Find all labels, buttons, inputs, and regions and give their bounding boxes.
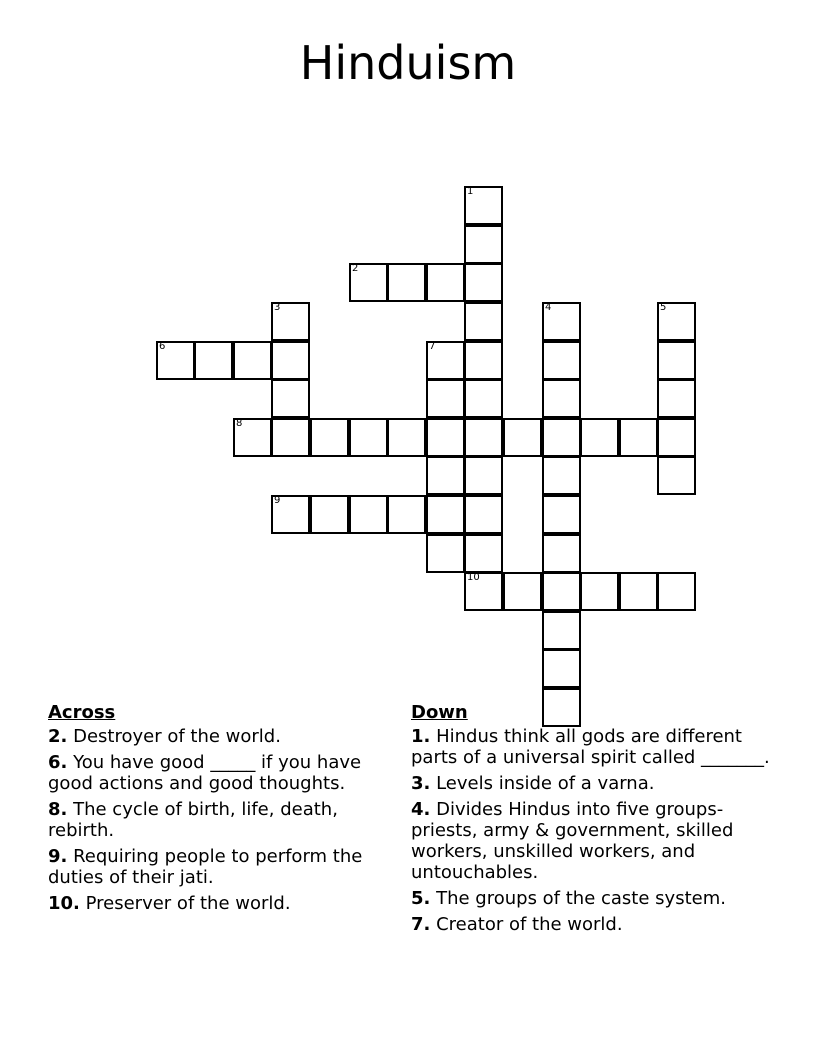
grid-cell[interactable] [387, 418, 426, 457]
grid-cell[interactable] [310, 418, 349, 457]
grid-cell[interactable] [464, 379, 503, 418]
grid-cell[interactable] [387, 495, 426, 534]
clue-number: 1 [467, 186, 474, 197]
grid-cell[interactable] [464, 456, 503, 495]
grid-cell[interactable] [464, 186, 503, 225]
clue-number: 7 [429, 341, 436, 352]
grid-cell[interactable] [233, 418, 272, 457]
clue-number: 9 [274, 495, 281, 506]
clue-number: 2 [352, 263, 359, 274]
clue-across-8: 8. The cycle of birth, life, death, rebirth. [48, 799, 338, 841]
grid-cell[interactable] [464, 572, 503, 611]
down-heading: Down [411, 702, 468, 723]
grid-cell[interactable] [657, 456, 696, 495]
grid-cell[interactable] [349, 418, 388, 457]
grid-cell[interactable] [426, 341, 465, 380]
puzzle-title: Hinduism [299, 36, 517, 90]
grid-cell[interactable] [156, 341, 195, 380]
grid-cell[interactable] [426, 534, 465, 573]
grid-cell[interactable] [542, 534, 581, 573]
grid-cell[interactable] [271, 379, 310, 418]
grid-cell[interactable] [657, 302, 696, 341]
across-heading: Across [48, 702, 116, 723]
grid-cell[interactable] [233, 341, 272, 380]
grid-cell[interactable] [542, 611, 581, 650]
grid-cell[interactable] [657, 341, 696, 380]
clue-number: 8 [236, 418, 243, 429]
grid-cell[interactable] [542, 302, 581, 341]
grid-cell[interactable] [542, 379, 581, 418]
clue-across-2: 2. Destroyer of the world. [48, 726, 281, 747]
grid-cell[interactable] [271, 341, 310, 380]
grid-cell[interactable] [310, 495, 349, 534]
grid-cell[interactable] [580, 418, 619, 457]
clue-across-9: 9. Requiring people to perform the duties of their jati. [48, 846, 363, 888]
grid-cell[interactable] [194, 341, 233, 380]
grid-cell[interactable] [464, 302, 503, 341]
grid-cell[interactable] [426, 418, 465, 457]
clue-down-7: 7. Creator of the world. [411, 914, 623, 935]
grid-cell[interactable] [464, 418, 503, 457]
grid-cell[interactable] [542, 649, 581, 688]
grid-cell[interactable] [464, 495, 503, 534]
grid-cell[interactable] [657, 572, 696, 611]
grid-cell[interactable] [657, 418, 696, 457]
grid-cell[interactable] [580, 572, 619, 611]
clue-number: 6 [159, 341, 166, 352]
clue-down-5: 5. The groups of the caste system. [411, 888, 726, 909]
clue-down-4: 4. Divides Hindus into five groups- priests, army & government, skilled workers, unskilled workers, and untouchables. [411, 799, 734, 883]
grid-cell[interactable] [503, 418, 542, 457]
clue-down-3: 3. Levels inside of a varna. [411, 773, 655, 794]
clue-number: 5 [660, 302, 667, 313]
grid-cell[interactable] [426, 456, 465, 495]
clue-across-6: 6. You have good _____ if you have good actions and good thoughts. [48, 752, 362, 794]
grid-cell[interactable] [657, 379, 696, 418]
down-clues [411, 701, 771, 940]
grid-cell[interactable] [619, 418, 658, 457]
clue-number: 10 [467, 572, 480, 583]
grid-cell[interactable] [464, 534, 503, 573]
grid-cell[interactable] [542, 341, 581, 380]
across-clues [48, 701, 388, 919]
grid-cell[interactable] [542, 495, 581, 534]
grid-cell[interactable] [619, 572, 658, 611]
grid-cell[interactable] [464, 225, 503, 264]
grid-cell[interactable] [464, 263, 503, 302]
grid-cell[interactable] [271, 495, 310, 534]
grid-cell[interactable] [387, 263, 426, 302]
clue-down-1: 1. Hindus think all gods are different parts of a universal spirit called _______. [411, 726, 770, 768]
grid-cell[interactable] [271, 418, 310, 457]
grid-cell[interactable] [426, 495, 465, 534]
grid-cell[interactable] [271, 302, 310, 341]
clue-number: 4 [545, 302, 552, 313]
clue-across-10: 10. Preserver of the world. [48, 893, 291, 914]
clue-number: 3 [274, 302, 281, 313]
grid-cell[interactable] [349, 495, 388, 534]
grid-cell[interactable] [464, 341, 503, 380]
grid-cell[interactable] [542, 456, 581, 495]
grid-cell[interactable] [426, 379, 465, 418]
grid-cell[interactable] [349, 263, 388, 302]
grid-cell[interactable] [426, 263, 465, 302]
grid-cell[interactable] [503, 572, 542, 611]
grid-cell[interactable] [542, 572, 581, 611]
grid-cell[interactable] [542, 418, 581, 457]
